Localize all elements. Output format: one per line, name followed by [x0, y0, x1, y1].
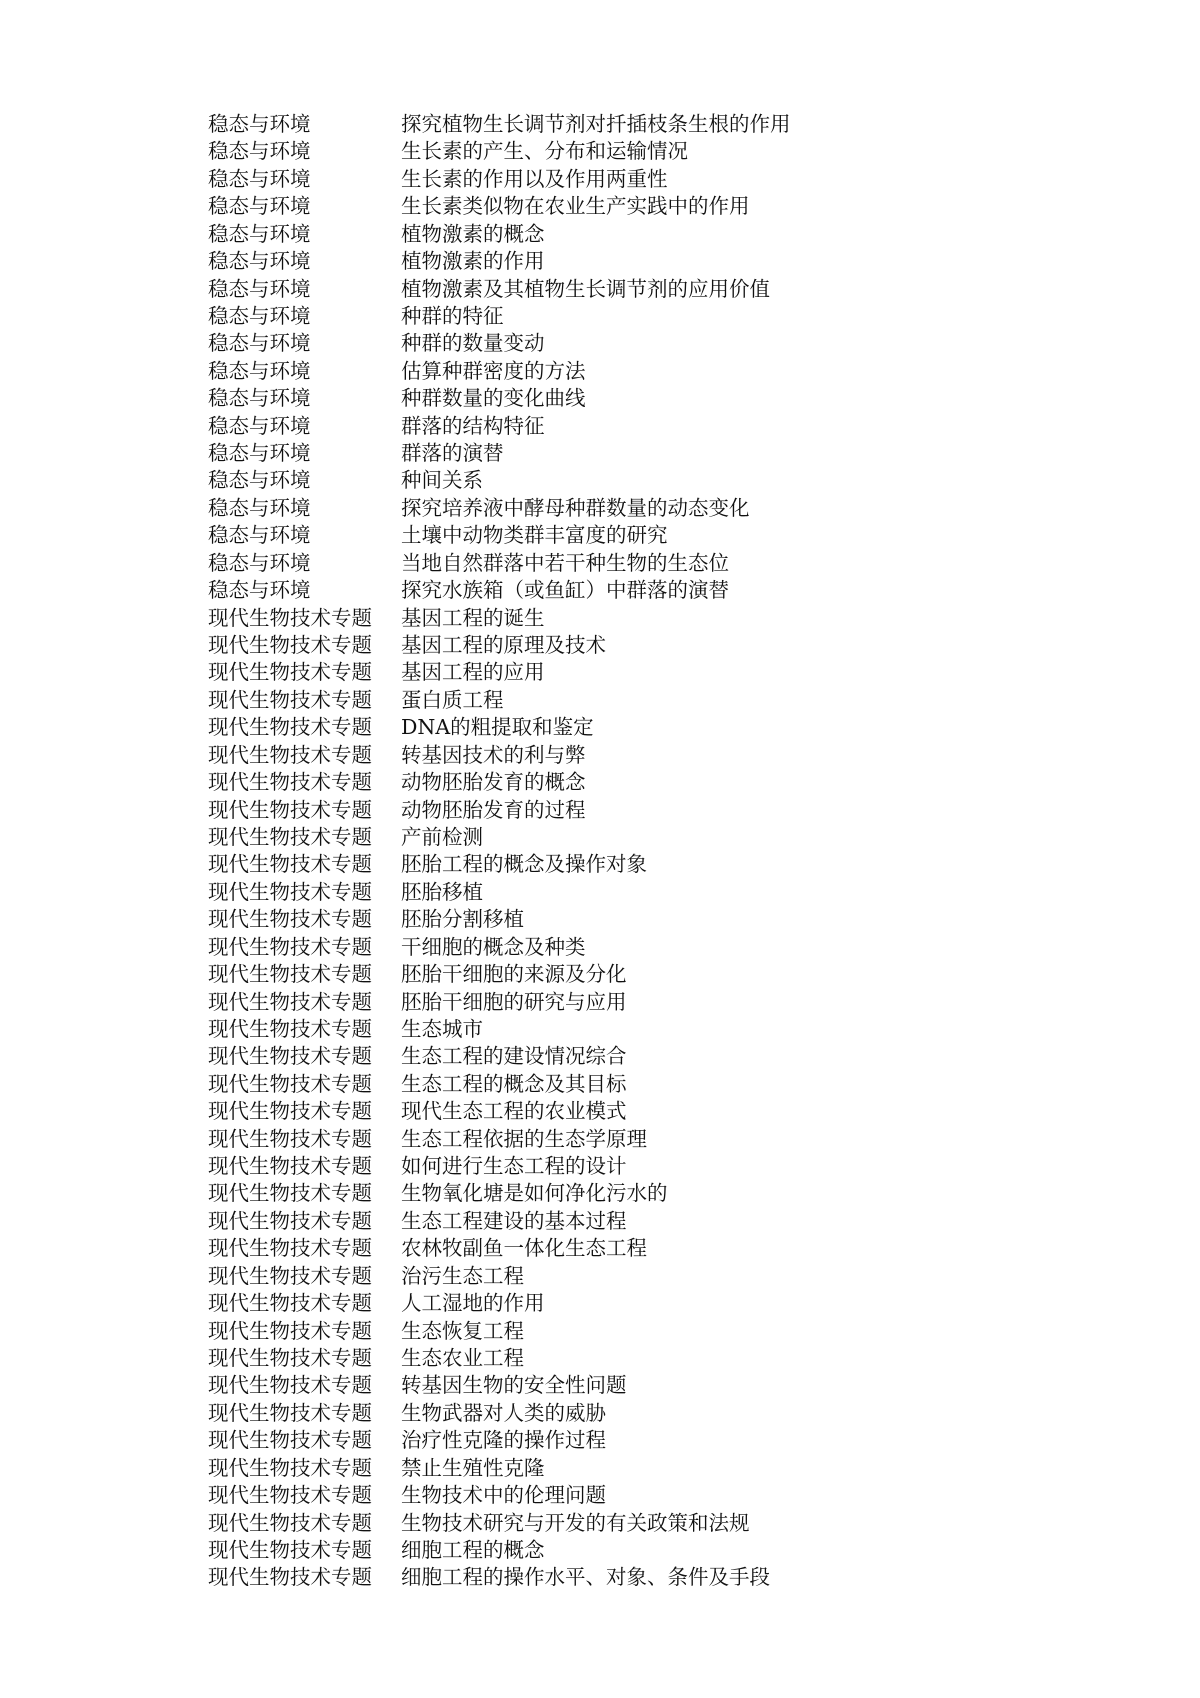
topic-cell: 现代生物技术专题 — [208, 633, 372, 658]
knowledge-point-cell: 植物激素的作用 — [401, 249, 545, 274]
topic-cell: 稳态与环境 — [208, 550, 311, 575]
knowledge-point-cell: 当地自然群落中若干种生物的生态位 — [401, 550, 729, 575]
topic-cell: 现代生物技术专题 — [208, 1126, 372, 1151]
table-row — [208, 358, 1108, 385]
table-row — [208, 605, 1108, 632]
topic-cell: 现代生物技术专题 — [208, 687, 372, 712]
topic-cell: 现代生物技术专题 — [208, 852, 372, 877]
table-row — [208, 1071, 1108, 1098]
topic-cell: 现代生物技术专题 — [208, 962, 372, 987]
table-row — [208, 742, 1108, 769]
table-row — [208, 221, 1108, 248]
table-row — [208, 769, 1108, 796]
knowledge-point-cell: 群落的结构特征 — [401, 413, 545, 438]
topic-cell: 稳态与环境 — [208, 358, 311, 383]
topic-cell: 稳态与环境 — [208, 578, 311, 603]
topic-cell: 现代生物技术专题 — [208, 797, 372, 822]
table-row — [208, 111, 1108, 138]
knowledge-point-cell: 土壤中动物类群丰富度的研究 — [401, 523, 668, 548]
topic-cell: 现代生物技术专题 — [208, 1400, 372, 1425]
knowledge-point-cell: 胚胎工程的概念及操作对象 — [401, 852, 647, 877]
knowledge-point-cell: 基因工程的应用 — [401, 660, 545, 685]
topic-cell: 现代生物技术专题 — [208, 1318, 372, 1343]
knowledge-point-cell: 生态农业工程 — [401, 1345, 524, 1370]
table-row — [208, 385, 1108, 412]
knowledge-point-cell: 胚胎分割移植 — [401, 907, 524, 932]
table-row — [208, 1318, 1108, 1345]
table-row — [208, 276, 1108, 303]
topic-cell: 现代生物技术专题 — [208, 879, 372, 904]
table-row — [208, 1290, 1108, 1317]
knowledge-point-cell: 细胞工程的操作水平、对象、条件及手段 — [401, 1565, 770, 1590]
topic-cell: 现代生物技术专题 — [208, 660, 372, 685]
topic-cell: 现代生物技术专题 — [208, 1510, 372, 1535]
knowledge-point-cell: 基因工程的诞生 — [401, 605, 545, 630]
topic-cell: 现代生物技术专题 — [208, 1208, 372, 1233]
table-row — [208, 550, 1108, 577]
knowledge-point-cell: 探究水族箱（或鱼缸）中群落的演替 — [401, 578, 729, 603]
knowledge-point-cell: 干细胞的概念及种类 — [401, 934, 586, 959]
knowledge-point-cell: 基因工程的原理及技术 — [401, 633, 606, 658]
knowledge-point-cell: 生物武器对人类的威胁 — [401, 1400, 606, 1425]
knowledge-point-cell: 细胞工程的概念 — [401, 1537, 545, 1562]
topic-cell: 稳态与环境 — [208, 221, 311, 246]
table-row — [208, 1208, 1108, 1235]
topic-cell: 现代生物技术专题 — [208, 1154, 372, 1179]
knowledge-point-cell: 生物技术中的伦理问题 — [401, 1483, 606, 1508]
knowledge-point-cell: 生态城市 — [401, 1016, 483, 1041]
knowledge-point-cell: 种间关系 — [401, 468, 483, 493]
knowledge-point-cell: 生物氧化塘是如何净化污水的 — [401, 1181, 668, 1206]
topic-cell: 稳态与环境 — [208, 303, 311, 328]
table-row — [208, 1482, 1108, 1509]
topic-cell: 现代生物技术专题 — [208, 824, 372, 849]
table-row — [208, 851, 1108, 878]
knowledge-point-cell: 生物技术研究与开发的有关政策和法规 — [401, 1510, 750, 1535]
knowledge-point-cell: 植物激素的概念 — [401, 221, 545, 246]
table-row — [208, 1235, 1108, 1262]
knowledge-point-cell: 治污生态工程 — [401, 1263, 524, 1288]
table-row — [208, 1427, 1108, 1454]
table-row — [208, 1345, 1108, 1372]
table-row — [208, 1372, 1108, 1399]
table-row — [208, 1098, 1108, 1125]
table-row — [208, 440, 1108, 467]
knowledge-point-cell: 探究植物生长调节剂对扦插枝条生根的作用 — [401, 112, 791, 136]
knowledge-point-cell: 现代生态工程的农业模式 — [401, 1099, 627, 1124]
knowledge-point-cell: 如何进行生态工程的设计 — [401, 1154, 627, 1179]
knowledge-point-cell: 胚胎干细胞的研究与应用 — [401, 989, 627, 1014]
knowledge-point-cell: 蛋白质工程 — [401, 687, 504, 712]
topic-cell: 现代生物技术专题 — [208, 715, 372, 740]
knowledge-point-cell: 生态工程依据的生态学原理 — [401, 1126, 647, 1151]
knowledge-point-cell: DNA的粗提取和鉴定 — [401, 715, 594, 740]
table-row — [208, 413, 1108, 440]
table-row — [208, 248, 1108, 275]
table-row — [208, 632, 1108, 659]
table-row — [208, 1400, 1108, 1427]
knowledge-point-cell: 生态工程的概念及其目标 — [401, 1071, 627, 1096]
table-row — [208, 879, 1108, 906]
table-row — [208, 934, 1108, 961]
table-row — [208, 166, 1108, 193]
topic-cell: 现代生物技术专题 — [208, 1016, 372, 1041]
table-row — [208, 1510, 1108, 1537]
topic-cell: 现代生物技术专题 — [208, 1071, 372, 1096]
table-row — [208, 1126, 1108, 1153]
topic-cell: 稳态与环境 — [208, 249, 311, 274]
topic-cell: 稳态与环境 — [208, 523, 311, 548]
topic-cell: 稳态与环境 — [208, 386, 311, 411]
knowledge-point-cell: 禁止生殖性克隆 — [401, 1455, 545, 1480]
table-row — [208, 1153, 1108, 1180]
knowledge-point-cell: 种群数量的变化曲线 — [401, 386, 586, 411]
topic-cell: 现代生物技术专题 — [208, 1099, 372, 1124]
knowledge-point-cell: 转基因生物的安全性问题 — [401, 1373, 627, 1398]
table-row — [208, 824, 1108, 851]
topic-cell: 现代生物技术专题 — [208, 1263, 372, 1288]
knowledge-point-table — [208, 111, 1108, 1592]
knowledge-point-cell: 探究培养液中酵母种群数量的动态变化 — [401, 495, 750, 520]
topic-cell: 现代生物技术专题 — [208, 1291, 372, 1316]
topic-cell: 现代生物技术专题 — [208, 934, 372, 959]
table-row — [208, 193, 1108, 220]
knowledge-point-cell: 胚胎移植 — [401, 879, 483, 904]
knowledge-point-cell: 估算种群密度的方法 — [401, 358, 586, 383]
knowledge-point-cell: 生长素类似物在农业生产实践中的作用 — [401, 194, 750, 219]
table-row — [208, 659, 1108, 686]
topic-cell: 稳态与环境 — [208, 194, 311, 219]
topic-cell: 现代生物技术专题 — [208, 1345, 372, 1370]
table-row — [208, 1043, 1108, 1070]
table-row — [208, 1537, 1108, 1564]
knowledge-point-cell: 生态工程的建设情况综合 — [401, 1044, 627, 1069]
table-row — [208, 577, 1108, 604]
table-row — [208, 138, 1108, 165]
topic-cell: 现代生物技术专题 — [208, 907, 372, 932]
table-row — [208, 989, 1108, 1016]
table-row — [208, 1016, 1108, 1043]
knowledge-point-cell: 生态恢复工程 — [401, 1318, 524, 1343]
table-row — [208, 961, 1108, 988]
knowledge-point-cell: 生长素的产生、分布和运输情况 — [401, 139, 688, 164]
knowledge-point-cell: 人工湿地的作用 — [401, 1291, 545, 1316]
table-row — [208, 714, 1108, 741]
knowledge-point-cell: 种群的数量变动 — [401, 331, 545, 356]
topic-cell: 现代生物技术专题 — [208, 1236, 372, 1261]
topic-cell: 稳态与环境 — [208, 441, 311, 466]
topic-cell: 现代生物技术专题 — [208, 1044, 372, 1069]
table-row — [208, 1564, 1108, 1591]
table-row — [208, 495, 1108, 522]
topic-cell: 现代生物技术专题 — [208, 1428, 372, 1453]
topic-cell: 稳态与环境 — [208, 331, 311, 356]
knowledge-point-cell: 植物激素及其植物生长调节剂的应用价值 — [401, 276, 770, 301]
topic-cell: 稳态与环境 — [208, 139, 311, 164]
knowledge-point-cell: 治疗性克隆的操作过程 — [401, 1428, 606, 1453]
topic-cell: 现代生物技术专题 — [208, 1181, 372, 1206]
table-row — [208, 1263, 1108, 1290]
table-row — [208, 906, 1108, 933]
knowledge-point-cell: 生态工程建设的基本过程 — [401, 1208, 627, 1233]
topic-cell: 现代生物技术专题 — [208, 1537, 372, 1562]
topic-cell: 稳态与环境 — [208, 166, 311, 191]
knowledge-point-cell: 动物胚胎发育的概念 — [401, 770, 586, 795]
topic-cell: 现代生物技术专题 — [208, 989, 372, 1014]
topic-cell: 现代生物技术专题 — [208, 742, 372, 767]
topic-cell: 稳态与环境 — [208, 468, 311, 493]
knowledge-point-cell: 转基因技术的利与弊 — [401, 742, 586, 767]
knowledge-point-cell: 动物胚胎发育的过程 — [401, 797, 586, 822]
topic-cell: 稳态与环境 — [208, 495, 311, 520]
table-row — [208, 1180, 1108, 1207]
topic-cell: 现代生物技术专题 — [208, 770, 372, 795]
table-row — [208, 303, 1108, 330]
table-row — [208, 797, 1108, 824]
table-row — [208, 522, 1108, 549]
topic-cell: 稳态与环境 — [208, 276, 311, 301]
topic-cell: 稳态与环境 — [208, 112, 311, 136]
table-row — [208, 687, 1108, 714]
topic-cell: 现代生物技术专题 — [208, 605, 372, 630]
topic-cell: 现代生物技术专题 — [208, 1455, 372, 1480]
table-row — [208, 1455, 1108, 1482]
knowledge-point-cell: 胚胎干细胞的来源及分化 — [401, 962, 627, 987]
topic-cell: 现代生物技术专题 — [208, 1565, 372, 1590]
knowledge-point-cell: 生长素的作用以及作用两重性 — [401, 166, 668, 191]
knowledge-point-cell: 种群的特征 — [401, 303, 504, 328]
topic-cell: 现代生物技术专题 — [208, 1373, 372, 1398]
topic-cell: 稳态与环境 — [208, 413, 311, 438]
table-row — [208, 467, 1108, 494]
table-row — [208, 330, 1108, 357]
knowledge-point-cell: 农林牧副鱼一体化生态工程 — [401, 1236, 647, 1261]
knowledge-point-cell: 群落的演替 — [401, 441, 504, 466]
topic-cell: 现代生物技术专题 — [208, 1483, 372, 1508]
knowledge-point-cell: 产前检测 — [401, 824, 483, 849]
